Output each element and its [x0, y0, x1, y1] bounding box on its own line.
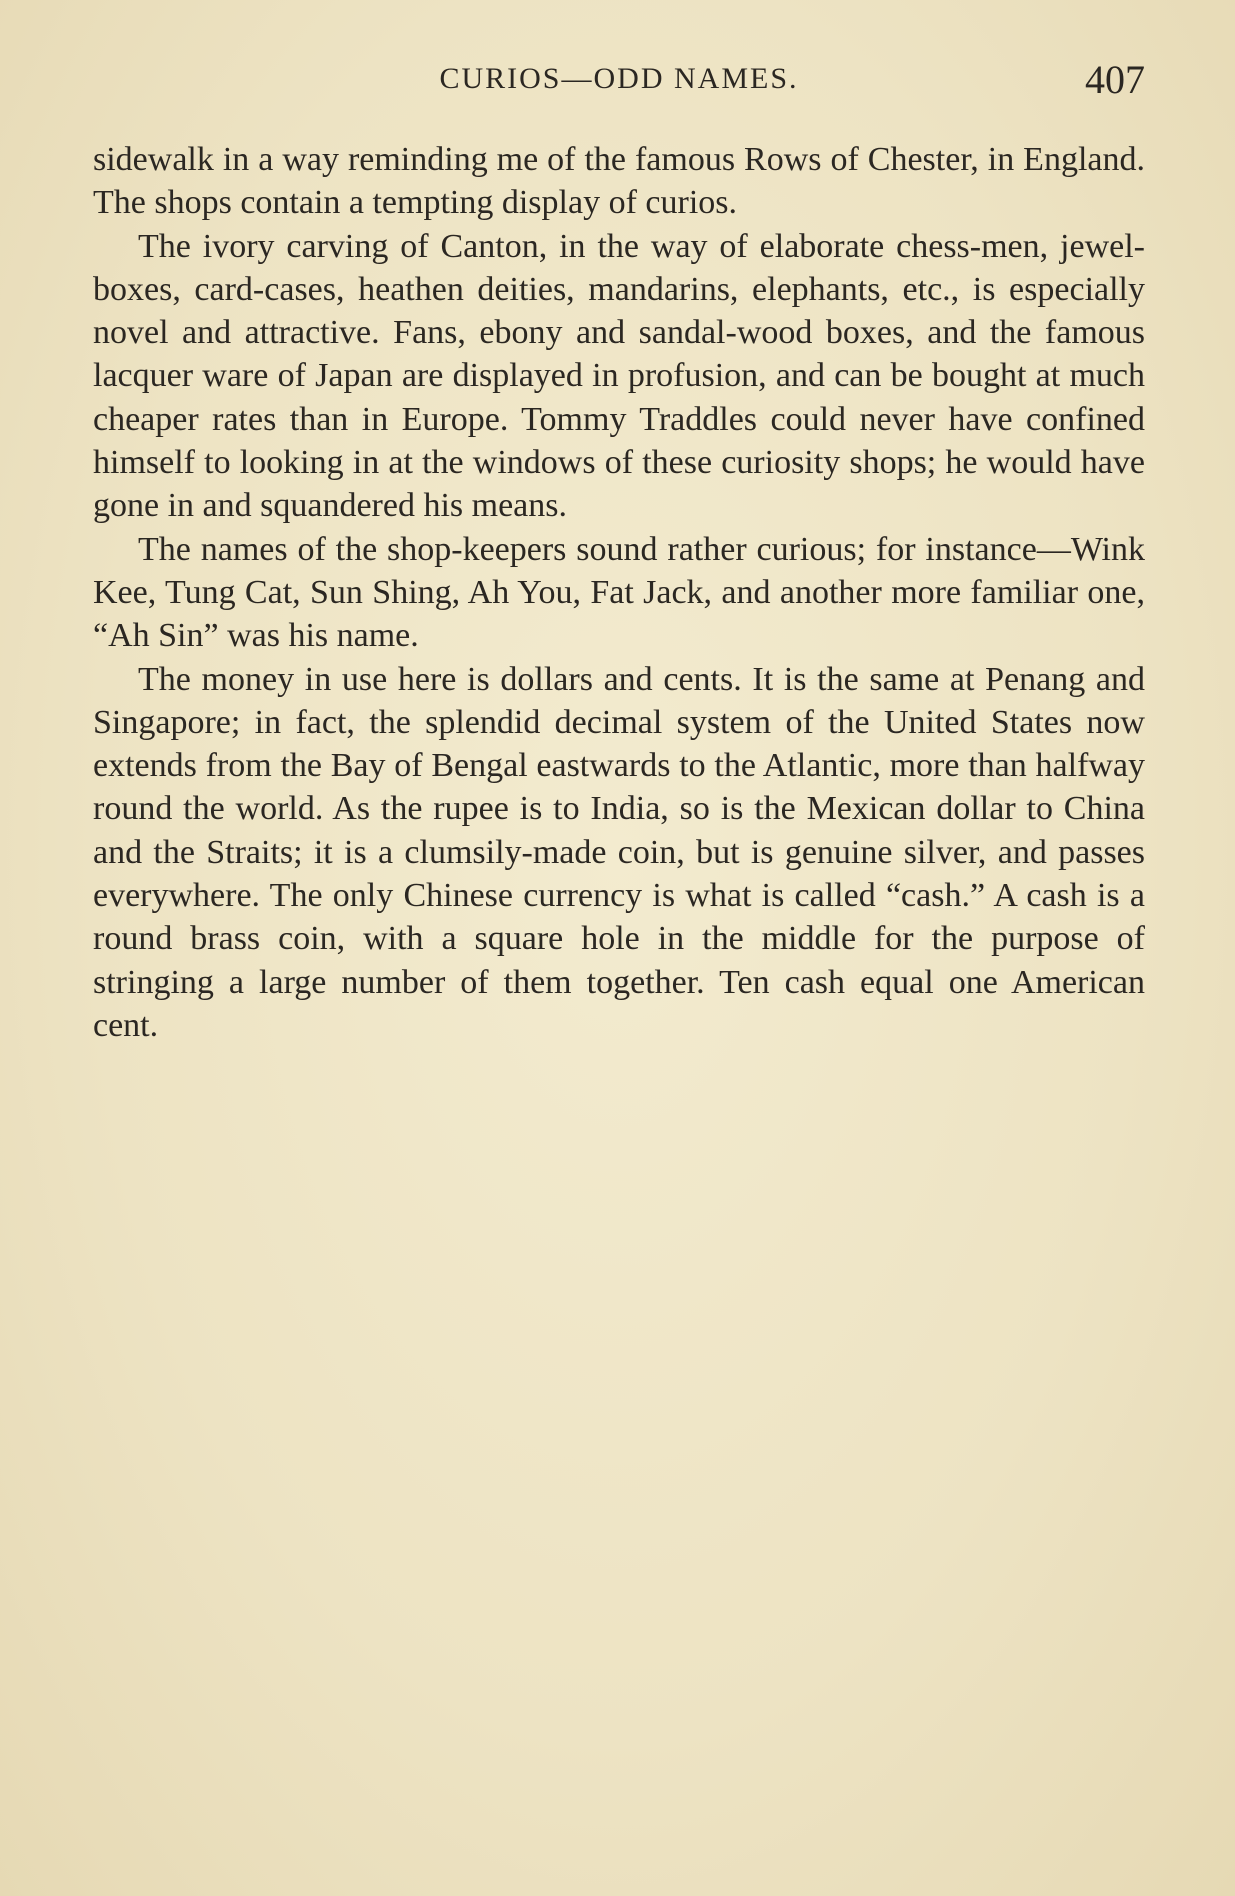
page-number: 407 [1085, 57, 1145, 102]
paragraph-ivory-carving: The ivory carving of Canton, in the way of elaborate chess-men, jewel-boxes, card-cases, heathen deities, mandarins, elephants, etc., is especially novel and attractive. Fans, ebony and sandal-wood boxes, and the famous lacquer ware of Japan are displayed in profusion, and can be bought at much cheaper rates than in Europe. Tommy Traddles could never have confined himself to looking in at the windows of these curiosity shops; he would have gone in and squandered his means. [93, 227, 1145, 525]
paragraph-continuation: sidewalk in a way reminding me of the famous Rows of Chester, in England. The shops contain a tempting display of curios. [93, 141, 1145, 222]
paragraph-shop-keeper-names: The names of the shop-keepers sound rather curious; for instance—Wink Kee, Tung Cat, Sun Shing, Ah You, Fat Jack, and another more familiar one, “Ah Sin” was his name. [93, 530, 1145, 655]
running-title: CURIOS—ODD NAMES. [439, 62, 799, 95]
body-text [93, 138, 1145, 1047]
page-header [93, 56, 1145, 106]
paragraph-money: The money in use here is dollars and cents. It is the same at Penang and Singapore; in fact, the splendid decimal system of the United States now extends from the Bay of Bengal eastwards to the Atlantic, more than halfway round the world. As the rupee is to India, so is the Mexican dollar to China and the Straits; it is a clumsily-made coin, but is genuine silver, and passes everywhere. The only Chinese currency is what is called “cash.” A cash is a round brass coin, with a square hole in the middle for the purpose of stringing a large number of them together. Ten cash equal one American cent. [93, 660, 1145, 1044]
